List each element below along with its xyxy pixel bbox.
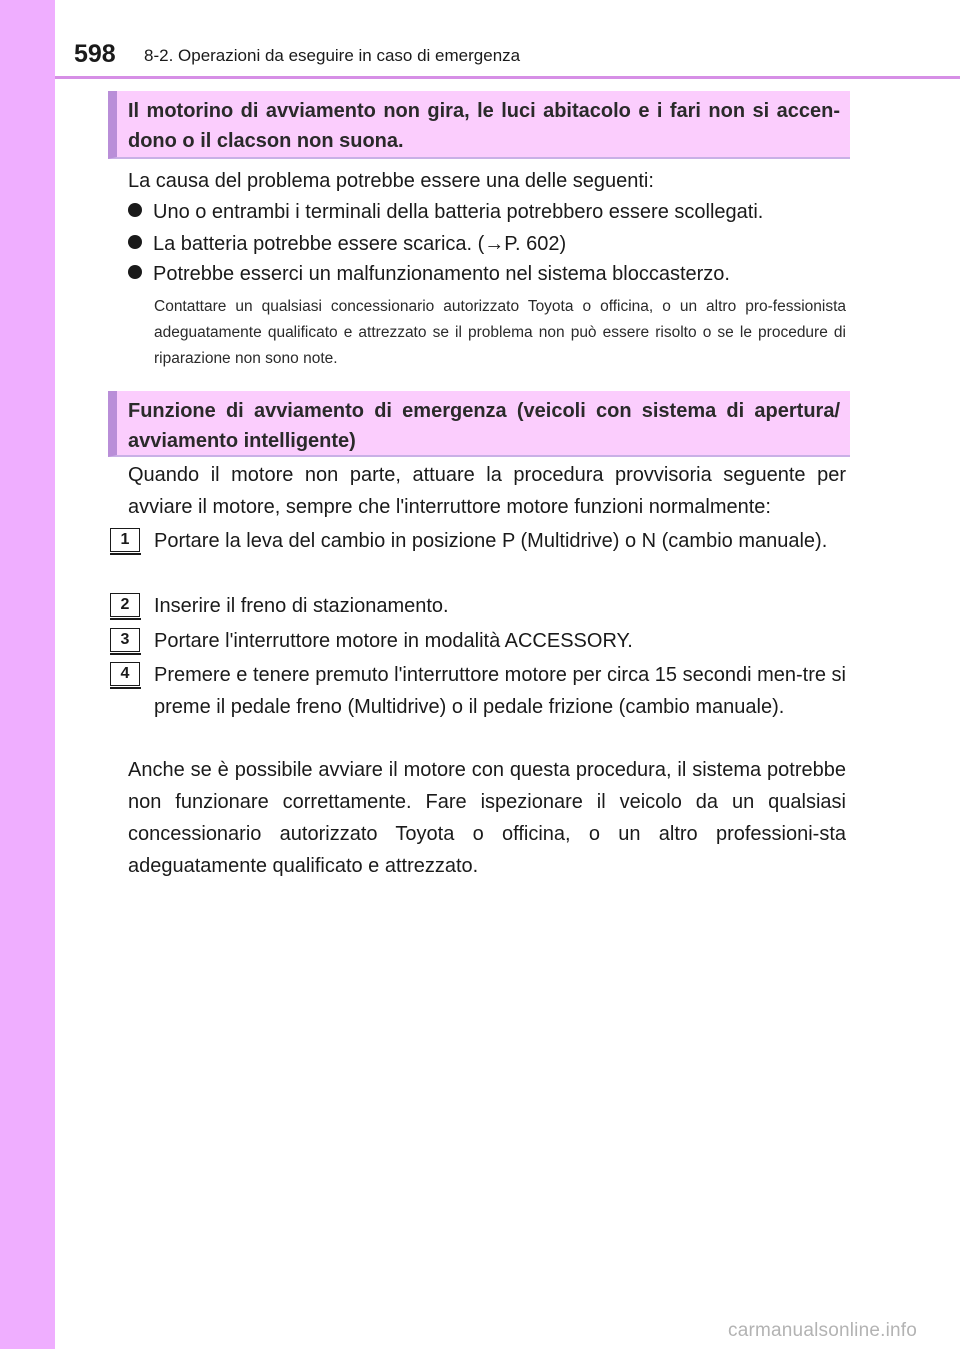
bullet-item [128, 229, 846, 259]
section1-intro: La causa del problema potrebbe essere una delle seguenti: [128, 170, 654, 192]
bullet-dot-icon [128, 235, 142, 249]
section-heading-emergency-start: Funzione di avviamento di emergenza (veicoli con sistema di apertura/ avviamento intelligente) [108, 391, 850, 457]
chapter-section-title: 8-2. Operazioni da eseguire in caso di emergenza [144, 46, 521, 65]
header-divider [55, 76, 960, 79]
side-color-strip [0, 0, 55, 1349]
bullet-text: Uno o entrambi i terminali della batteria potrebbero essere scollegati. [153, 201, 764, 223]
watermark-text: carmanualsonline.info [728, 1320, 918, 1341]
step-text: Premere e tenere premuto l'interruttore motore per circa 15 secondi men-tre si preme il pedale freno (Multidrive) o il pedale frizione (cambio manuale). [154, 664, 846, 718]
page-number: 598 [74, 40, 116, 68]
step-text: Portare l'interruttore motore in modalità ACCESSORY. [154, 630, 633, 652]
bullet-text: Potrebbe esserci un malfunzionamento nel sistema bloccasterzo. [153, 263, 730, 285]
section2-closing: Anche se è possibile avviare il motore con questa procedura, il sistema potrebbe non funzionare correttamente. Fare ispezionare il veicolo da un qualsiasi concessionario autorizzato Toyota o officina, o un altro professioni-sta adeguatamente qualificato e attrezzato. [128, 759, 846, 877]
step-text: Portare la leva del cambio in posizione P (Multidrive) o N (cambio manuale). [154, 530, 828, 552]
bullet-text: La batteria potrebbe essere scarica. (→P. 602) [153, 233, 567, 255]
bullet-item [128, 259, 846, 289]
step-number-badge: 4 [110, 662, 140, 686]
bullet-item [128, 197, 846, 227]
step-number-badge: 1 [110, 528, 140, 552]
section2-intro: Quando il motore non parte, attuare la procedura provvisoria seguente per avviare il motore, sempre che l'interruttore motore funzioni normalmente: [128, 464, 846, 518]
section-heading-starter-failure: Il motorino di avviamento non gira, le luci abitacolo e i fari non si accen-dono o il clacson non suona. [108, 91, 850, 159]
step-number-badge: 3 [110, 628, 140, 652]
bullet-dot-icon [128, 203, 142, 217]
section1-note: Contattare un qualsiasi concessionario autorizzato Toyota o officina, o un altro pro-fessionista adeguatamente qualificato e attrezzato se il problema non può essere risolto o se le procedure di riparazione non sono note. [154, 298, 846, 367]
step-text: Inserire il freno di stazionamento. [154, 595, 449, 617]
bullet-dot-icon [128, 265, 142, 279]
step-number-badge: 2 [110, 593, 140, 617]
